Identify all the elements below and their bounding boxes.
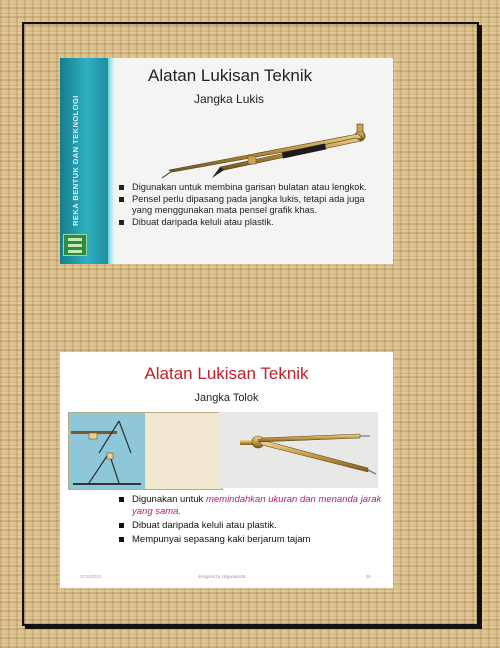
list-item bbox=[118, 494, 388, 518]
list-item: Pensel perlu dipasang pada jangka lukis, tetapi ada juga yang menggunakan mata pensel grafik khas. bbox=[118, 194, 380, 216]
bullet-emphasis: memindahkan ukuran dan menanda jarak yang sama. bbox=[132, 494, 382, 517]
bullet-list bbox=[118, 494, 388, 548]
diagram-steps bbox=[149, 417, 219, 420]
bullet-text: Digunakan untuk bbox=[132, 494, 206, 505]
footer-credit: designed by cikguraisa28 bbox=[198, 574, 246, 579]
slide-subtitle: Jangka Lukis bbox=[194, 92, 265, 106]
footer-date: 17/12/2012 bbox=[80, 574, 101, 579]
divider-diagram-icon bbox=[69, 413, 145, 489]
slide-jangka-lukis bbox=[60, 58, 393, 264]
bullet-list bbox=[118, 182, 380, 229]
logo-icon bbox=[63, 234, 87, 256]
list-item: Dibuat daripada keluli atau plastik. bbox=[118, 217, 380, 228]
divider-photo bbox=[218, 412, 378, 488]
list-item: Mempunyai sepasang kaki berjarum tajam bbox=[118, 534, 388, 546]
slide-footer bbox=[80, 574, 373, 582]
diagram-illustration bbox=[69, 413, 145, 489]
divider-image bbox=[218, 412, 378, 488]
instruction-diagram bbox=[68, 412, 223, 490]
slide-title: Alatan Lukisan Teknik bbox=[144, 364, 309, 383]
side-strip bbox=[108, 58, 114, 264]
list-item: Dibuat daripada keluli atau plastik. bbox=[118, 520, 388, 532]
side-band bbox=[60, 58, 108, 264]
slide-jangka-tolok bbox=[60, 352, 393, 588]
compass-image bbox=[160, 118, 370, 180]
footer-page-number: 35 bbox=[366, 574, 371, 579]
slide-subtitle: Jangka Tolok bbox=[194, 392, 259, 404]
slide-title: Alatan Lukisan Teknik bbox=[148, 66, 313, 85]
list-item: Digunakan untuk membina garisan bulatan atau lengkok. bbox=[118, 182, 380, 193]
side-band-text: REKA BENTUK DAN TEKNOLOGI bbox=[71, 95, 80, 227]
